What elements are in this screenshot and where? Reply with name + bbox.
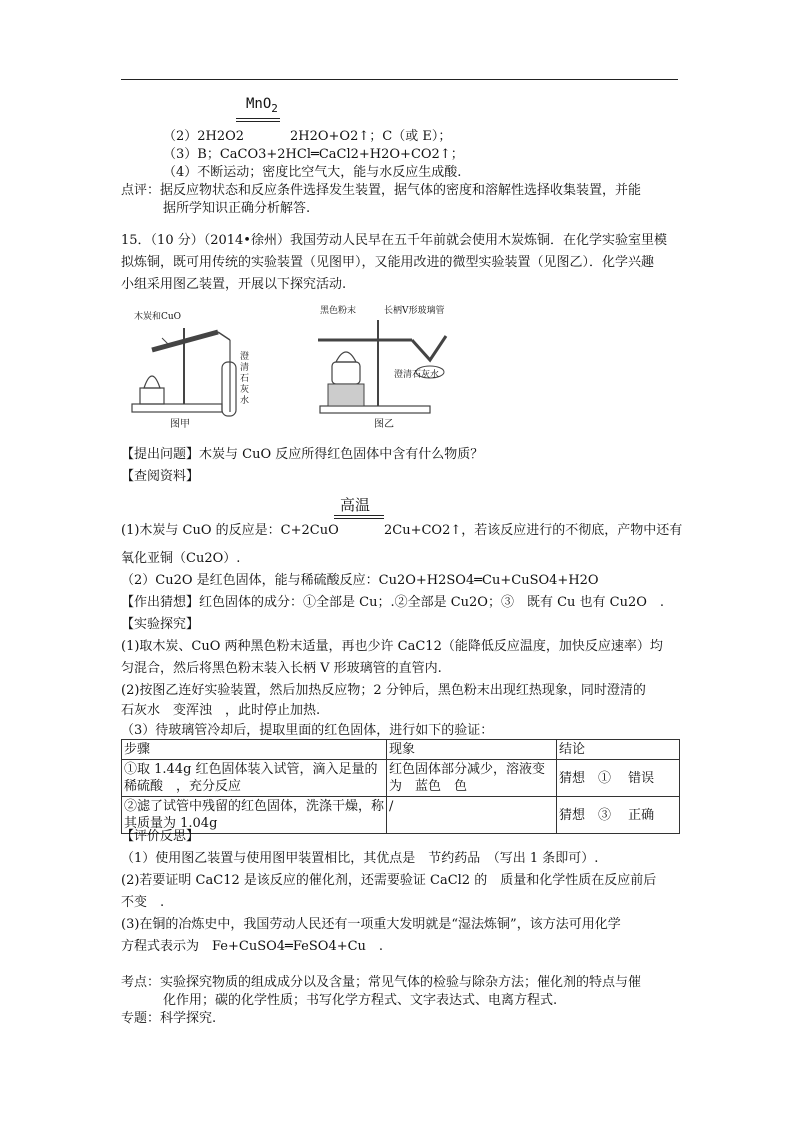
figure-jia	[122, 300, 262, 432]
yi-label-water: 澄清石灰水	[394, 370, 440, 380]
table-row	[122, 797, 680, 834]
consult-heading: 【查阅资料】	[121, 469, 200, 484]
zhuanti: 专题：科学探究.	[121, 1011, 217, 1026]
guess: 【作出猜想】红色固体的成分：①全部是 Cu；.②全部是 Cu2O；③ 既有 Cu 也有 Cu2O .	[121, 595, 665, 610]
table-row	[122, 760, 680, 797]
question-line-1: 15．（10 分）（2014•徐州）我国劳动人民早在五千年前就会使用木炭炼铜．在化学实验室里模	[121, 233, 667, 248]
exp-1a: (1)取木炭、CuO 两种黑色粉末适量，再也少许 CaC12（能降低反应温度，加快反应速率）均	[121, 639, 663, 654]
answer-4: （4）不断运动；密度比空气大，能与水反应生成酸.	[163, 165, 462, 180]
exp-1b: 匀混合，然后将黑色粉末装入长柄 V 形玻璃管的直管内.	[121, 661, 442, 676]
table-header-row	[122, 740, 680, 760]
comment-line-1: 点评：据反应物状态和反应条件选择发生装置，据气体的密度和溶解性选择收集装置，并能	[121, 183, 642, 198]
yi-label-powder: 黑色粉末	[320, 306, 357, 316]
verification-table	[121, 739, 680, 834]
kaodian-line-2: 化作用；碳的化学性质；书写化学方程式、文字表达式、电离方程式.	[163, 993, 558, 1008]
reaction-arrow-line-2	[236, 121, 280, 122]
reaction-arrow-line-1	[236, 118, 280, 119]
yi-caption: 图乙	[374, 419, 394, 430]
exp-2a: (2)按图乙连好实验装置，然后加热反应物；2 分钟后，黑色粉末出现红热现象，同时澄清的	[121, 683, 646, 698]
table-cell: ②滤了试管中残留的红色固体，洗涤干燥，称其质量为 1.04g	[122, 797, 387, 834]
jia-label-side: 澄清石灰水	[240, 352, 250, 406]
answer-2b: 2H2O+O2↑；C（或 E）；	[290, 129, 452, 144]
reflect-heading: 【评价反思】	[121, 829, 200, 844]
table-cell: 红色固体部分减少，溶液变为 蓝色 色	[387, 760, 557, 797]
kaodian-line-1: 考点：实验探究物质的组成成分以及含量；常见气体的检验与除杂方法；催化剂的特点与催	[121, 975, 642, 990]
gaowen-line-2	[334, 518, 384, 519]
question-line-2: 拟炼铜，既可用传统的实验装置（见图甲），又能用改进的微型实验装置（见图乙）．化学兴趣	[121, 255, 655, 270]
header-rule	[121, 79, 678, 80]
info-1b: 2Cu+CO2↑，若该反应进行的不彻底，产物中还有	[384, 523, 683, 538]
question-line-3: 小组采用图乙装置，开展以下探究活动.	[121, 277, 347, 292]
reflect-2a: (2)若要证明 CaC12 是该反应的催化剂，还需要验证 CaCl2 的 质量和化学性质在反应前后	[121, 873, 657, 888]
gaowen-line-1	[334, 515, 384, 516]
table-cell: ①取 1.44g 红色固体装入试管，滴入足量的稀硫酸 ，充分反应	[122, 760, 387, 797]
jia-caption: 图甲	[170, 419, 190, 430]
answer-2a: （2）2H2O2	[163, 129, 245, 144]
table-header-cell: 结论	[557, 740, 680, 760]
exp-2b: 石灰水 变浑浊 ，此时停止加热.	[121, 703, 321, 718]
info-1a: (1)木炭与 CuO 的反应是：C+2CuO	[121, 523, 339, 538]
explore-heading: 【实验探究】	[121, 617, 200, 632]
reflect-3b: 方程式表示为 Fe+CuSO4═FeSO4+Cu .	[121, 939, 384, 954]
reflect-1: （1）使用图乙装置与使用图甲装置相比，其优点是 节约药品 （写出 1 条即可）.	[121, 851, 599, 866]
yi-label-tube: 长柄V形玻璃管	[384, 306, 445, 316]
info-1c: 氧化亚铜（Cu2O）.	[121, 551, 241, 566]
table-cell: 猜想 ③ 正确	[557, 797, 680, 834]
table-header-cell: 步骤	[122, 740, 387, 760]
catalyst-mno2: MnO$_2$	[246, 96, 278, 115]
table-header-cell: 现象	[387, 740, 557, 760]
answer-3: （3）B；CaCO3+2HCl═CaCl2+H2O+CO2↑；	[163, 147, 464, 162]
table-cell: 猜想 ① 错误	[557, 760, 680, 797]
jia-label-top: 木炭和CuO	[134, 312, 182, 322]
reflect-2b: 不变 .	[121, 895, 165, 910]
apparatus-yi-drawing	[312, 300, 462, 432]
figure-yi	[312, 300, 462, 432]
exp-3: （3）待玻璃管冷却后，提取里面的红色固体，进行如下的验证：	[121, 723, 494, 738]
condition-gaowen: 高温	[340, 496, 371, 514]
comment-line-2: 据所学知识正确分析解答.	[163, 201, 311, 216]
info-2: （2）Cu2O 是红色固体，能与稀硫酸反应：Cu2O+H2SO4═Cu+CuSO4+H2O	[121, 573, 599, 588]
reflect-3a: (3)在铜的冶炼史中，我国劳动人民还有一项重大发明就是“湿法炼铜”，该方法可用化学	[121, 917, 621, 932]
problem: 【提出问题】木炭与 CuO 反应所得红色固体中含有什么物质？	[121, 447, 484, 462]
table-cell: /	[387, 797, 557, 834]
